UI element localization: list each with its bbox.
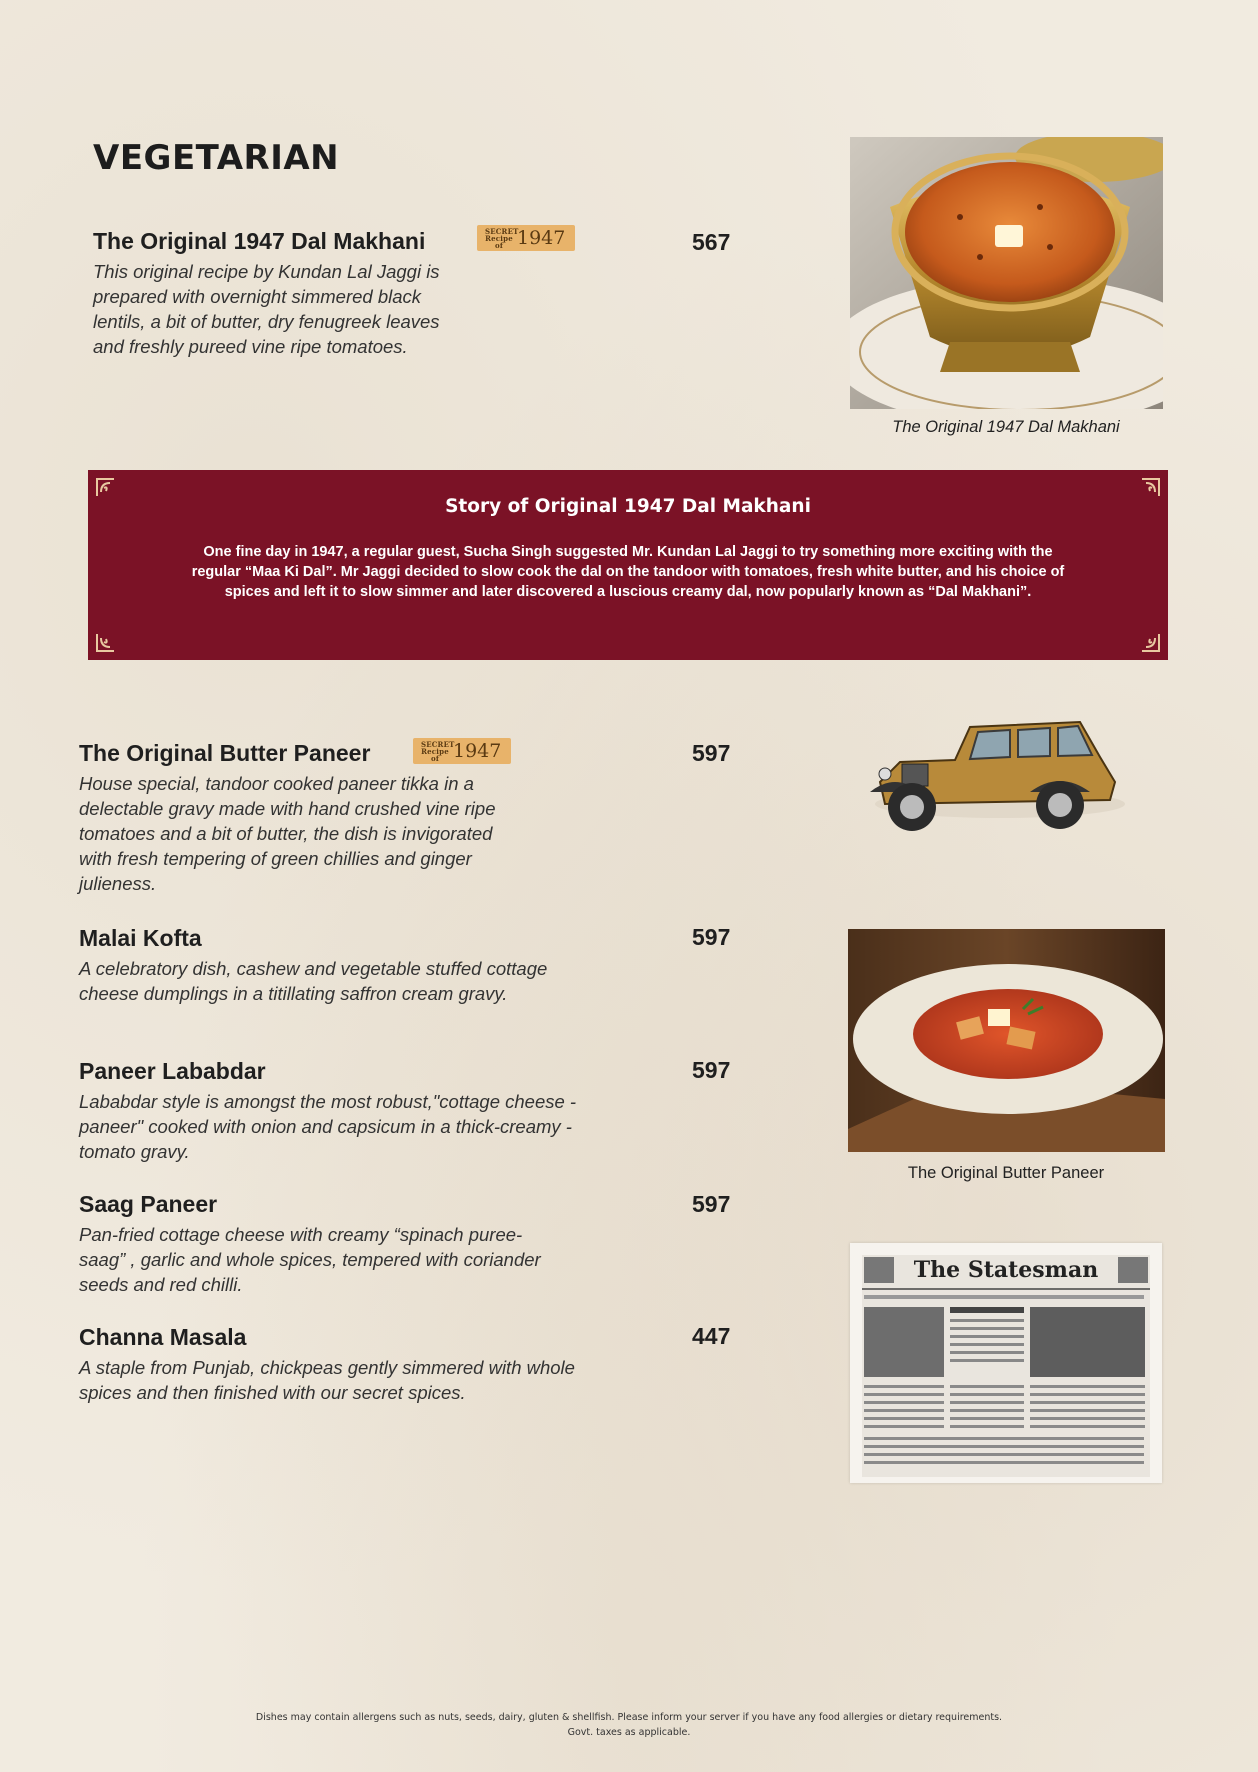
dish-description: Lababdar style is amongst the most robust,"cottage cheese - paneer" cooked with onion and capsicum in a thick-creamy - tomato gravy. (79, 1091, 577, 1162)
newspaper-clipping (850, 1243, 1162, 1483)
ornament-corner-icon (1138, 630, 1162, 654)
dish-saag-paneer (79, 1191, 579, 1297)
butter-paneer-photo (848, 929, 1165, 1152)
tax-note: Govt. taxes as applicable. (567, 1727, 691, 1738)
photo-caption: The Original 1947 Dal Makhani (892, 418, 1120, 436)
vintage-car-illustration (860, 712, 1130, 842)
dish-price: 597 (692, 1057, 731, 1083)
vintage-car-icon (860, 712, 1130, 842)
allergen-note: Dishes may contain allergens such as nuts, seeds, dairy, gluten & shellfish. Please inform your server if you have any food allergies or dietary requirements. (255, 1712, 1003, 1723)
dish-description: A staple from Punjab, chickpeas gently simmered with whole spices and then finished with our secret spices. (79, 1357, 575, 1403)
story-title: Story of Original 1947 Dal Makhani (445, 496, 811, 517)
dal-makhani-photo (850, 137, 1163, 409)
ornament-corner-icon (94, 630, 118, 654)
dish-paneer-lababdar (79, 1058, 599, 1164)
brass-bowl-image (850, 137, 1163, 409)
dish-malai-kofta (79, 925, 579, 1006)
dish-description: A celebratory dish, cashew and vegetable stuffed cottage cheese dumplings in a titillating saffron cream gravy. (79, 958, 548, 1004)
badge-year: 1947 (517, 227, 566, 249)
dish-dal-makhani (93, 228, 493, 359)
dish-name: Saag Paneer (79, 1191, 218, 1217)
dish-name: Channa Masala (79, 1324, 247, 1350)
dish-price: 597 (692, 1191, 731, 1217)
story-box (88, 470, 1168, 660)
dish-name: The Original Butter Paneer (79, 740, 371, 766)
section-title: VEGETARIAN (93, 138, 340, 178)
dish-name: Paneer Lababdar (79, 1058, 266, 1084)
badge-label: SECRET Recipe of (485, 226, 519, 250)
dish-description: Pan-fried cottage cheese with creamy “spinach puree-saag” , garlic and whole spices, tempered with coriander seeds and red chilli. (79, 1224, 541, 1295)
badge-label: SECRET Recipe of (421, 739, 455, 763)
dish-description: This original recipe by Kundan Lal Jaggi is prepared with overnight simmered black lentils, a bit of butter, dry fenugreek leaves and freshly pureed vine ripe tomatoes. (93, 261, 440, 357)
badge-year: 1947 (453, 740, 502, 762)
story-body: One fine day in 1947, a regular guest, Sucha Singh suggested Mr. Kundan Lal Jaggi to try something more exciting with the regular “Maa Ki Dal”. Mr Jaggi decided to slow cook the dal on the tandoor with tomatoes, fresh white butter, and his choice of spices and left it to slow simmer and later discovered a luscious creamy dal, now popularly known as “Dal Makhani”. (191, 544, 1065, 600)
dish-name: Malai Kofta (79, 925, 202, 951)
secret-recipe-badge (413, 738, 511, 764)
dish-price: 567 (692, 229, 731, 255)
dish-price: 597 (692, 740, 731, 766)
footer (0, 1710, 1258, 1740)
newspaper-masthead: The Statesman (913, 1257, 1099, 1283)
photo-caption: The Original Butter Paneer (907, 1164, 1105, 1182)
dish-name: The Original 1947 Dal Makhani (93, 228, 426, 254)
paneer-bowl-image (848, 929, 1165, 1152)
dish-description: House special, tandoor cooked paneer tikka in a delectable gravy made with hand crushed vine ripe tomatoes and a bit of butter, the dish is invigorated with fresh tempering of green chillies and ginger julieness. (79, 773, 496, 894)
secret-recipe-badge (477, 225, 575, 251)
dish-channa-masala (79, 1324, 599, 1405)
dish-price: 597 (692, 924, 731, 950)
dish-price: 447 (692, 1323, 731, 1349)
